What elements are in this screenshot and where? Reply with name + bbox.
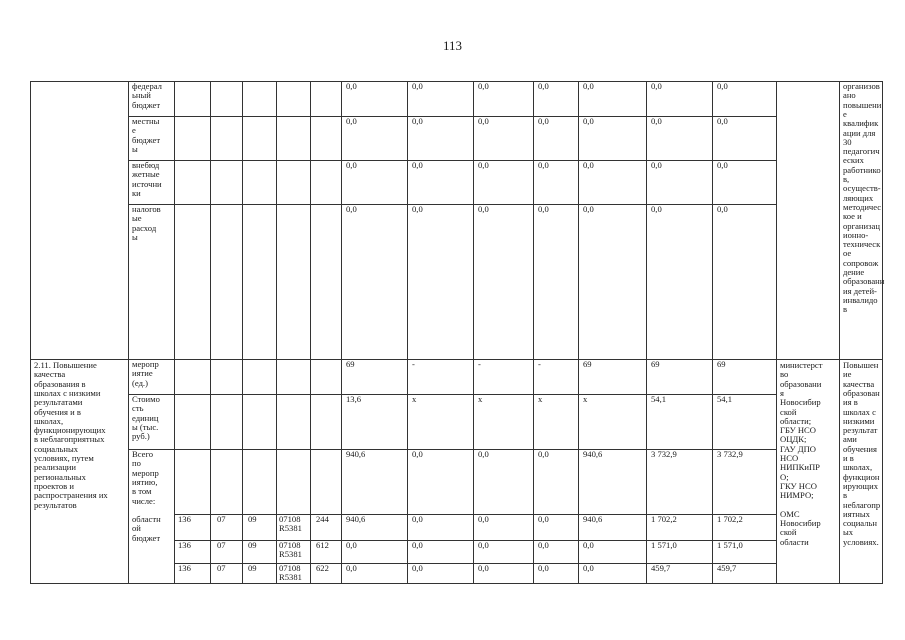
indicator-federal-line: ьный (132, 90, 151, 101)
executors-line: ской (780, 527, 797, 538)
value-cell: 0,0 (346, 563, 357, 573)
value-cell: 1 571,0 (717, 540, 743, 550)
result-bottom-line: ых (843, 527, 854, 538)
task-name-line: в неблагоприятных (34, 434, 105, 445)
value-cell: 0,0 (538, 81, 549, 91)
result-top-line: кое и (843, 211, 862, 222)
executors-line: я (780, 387, 784, 398)
table-rule (30, 583, 883, 584)
value-cell: 13,6 (346, 394, 362, 404)
value-cell: 0,0 (583, 563, 594, 573)
task-name-line: школах, (34, 415, 64, 426)
indicator-unit-cost-line: сть (132, 403, 144, 414)
value-cell: 0,0 (583, 160, 594, 170)
result-top-line: в (843, 304, 848, 315)
code-csr: 07108 (279, 514, 301, 524)
result-bottom-line: функцион (843, 471, 880, 482)
value-cell: 0,0 (478, 514, 489, 524)
value-cell: 0,0 (651, 204, 662, 214)
task-name-line: качества (34, 369, 66, 380)
task-name-line: функционирующих (34, 425, 106, 436)
table-rule (128, 394, 777, 395)
result-top-line: ое (843, 248, 852, 259)
task-name-line: школах с низкими (34, 387, 101, 398)
value-cell: 0,0 (478, 160, 489, 170)
table-rule (128, 116, 777, 117)
table-rule (310, 81, 311, 583)
result-top-line: инвалидо (843, 294, 878, 305)
task-name-line: социальных (34, 443, 79, 454)
result-bottom-line: ия в (843, 397, 858, 408)
code-csr: R5381 (279, 549, 302, 560)
value-cell: 69 (717, 359, 726, 369)
indicator-tax-line: ы (132, 231, 138, 242)
result-top-line: ации для (843, 127, 876, 138)
result-top-line: в, (843, 174, 850, 184)
task-name-line: проектов и (34, 480, 74, 491)
value-cell: 0,0 (412, 540, 423, 550)
result-bottom-line: школах с (843, 406, 876, 417)
value-cell: 0,0 (583, 116, 594, 126)
value-cell: 940,6 (583, 449, 603, 459)
table-rule (242, 81, 243, 583)
result-top-line: организац (843, 220, 880, 231)
value-cell: 0,0 (583, 204, 594, 214)
result-top-line: работнико (843, 164, 881, 175)
result-bottom-line: ирующих (843, 480, 879, 491)
value-cell: 0,0 (412, 514, 423, 524)
result-top-line: сопровож (843, 257, 879, 268)
value-cell: 1 571,0 (651, 540, 677, 550)
executors-line: ГБУ НСО (780, 425, 816, 436)
code-pr: 09 (248, 514, 257, 524)
indicator-regional-line: областн (132, 514, 161, 524)
indicator-regional-line: ой (132, 523, 141, 534)
table-rule (473, 81, 474, 583)
value-cell: 0,0 (346, 116, 357, 126)
page-number: 113 (442, 38, 463, 53)
value-cell: 0,0 (478, 204, 489, 214)
table-rule (128, 160, 777, 161)
table-rule (174, 540, 777, 541)
indicator-total-line: меропр (132, 467, 159, 478)
indicator-events-line: (ед.) (132, 377, 148, 388)
result-top-line: организов (843, 81, 880, 91)
result-bottom-line: образован (843, 387, 880, 398)
result-bottom-line: обучения (843, 443, 877, 454)
code-csr: R5381 (279, 523, 302, 534)
value-cell: 0,0 (538, 449, 549, 459)
value-cell: 940,6 (346, 449, 366, 459)
task-name-line: результатов (34, 499, 77, 510)
code-csr: 07108 (279, 540, 301, 550)
indicator-total-line: иятию, (132, 476, 158, 487)
value-cell: 0,0 (651, 116, 662, 126)
executors-line: Новосибир (780, 518, 821, 529)
indicator-extrabudget-line: жетные (132, 169, 160, 180)
value-cell: 0,0 (538, 160, 549, 170)
value-cell: 0,0 (412, 449, 423, 459)
table-rule (407, 81, 408, 583)
result-bottom-line: школах, (843, 462, 873, 473)
result-bottom-line: социальн (843, 518, 878, 529)
task-name-line: распространения их (34, 490, 108, 501)
code-rz: 07 (217, 514, 226, 524)
result-bottom-line: результат (843, 425, 878, 436)
indicator-tax-line: налогов (132, 204, 161, 214)
value-cell: 0,0 (583, 81, 594, 91)
table-rule (882, 81, 883, 583)
result-top-line: ляющих (843, 192, 874, 203)
table-rule (712, 81, 713, 583)
executors-line: О; (780, 471, 789, 482)
result-top-line: педагогич (843, 146, 880, 157)
task-name-line: обучения и в (34, 406, 81, 417)
result-bottom-line: качества (843, 378, 875, 389)
result-top-line: квалифик (843, 118, 879, 129)
value-cell: 0,0 (346, 204, 357, 214)
value-cell: х (412, 394, 417, 404)
result-top-line: методичес (843, 201, 882, 212)
executors-line: во (780, 369, 789, 380)
value-cell: 0,0 (538, 116, 549, 126)
result-top-line: образовани (843, 276, 885, 287)
indicator-extrabudget-line: ки (132, 187, 141, 198)
value-cell: 0,0 (478, 116, 489, 126)
result-top-line: 30 (843, 136, 852, 147)
result-top-line: ионно- (843, 229, 869, 240)
result-bottom-line: Повышен (843, 360, 879, 370)
code-rz: 07 (217, 563, 226, 573)
indicator-unit-cost-line: единиц (132, 412, 159, 423)
executors-line: ГАУ ДПО (780, 443, 816, 454)
table-rule (128, 449, 777, 450)
value-cell: 0,0 (412, 160, 423, 170)
executors-line: ОМС (780, 508, 800, 519)
indicator-events-line: иятие (132, 368, 153, 379)
value-cell: 459,7 (717, 563, 737, 573)
value-cell: 0,0 (412, 116, 423, 126)
value-cell: 0,0 (478, 81, 489, 91)
value-cell: 0,0 (538, 514, 549, 524)
indicator-local-line: ы (132, 143, 138, 154)
executors-line: области (780, 536, 809, 547)
task-name-line: реализации (34, 462, 76, 473)
code-pr: 09 (248, 563, 257, 573)
result-bottom-line: в (843, 490, 848, 501)
value-cell: 0,0 (538, 563, 549, 573)
value-cell: 0,0 (478, 540, 489, 550)
value-cell: 0,0 (651, 160, 662, 170)
value-cell: 0,0 (583, 540, 594, 550)
executors-line: области; (780, 415, 812, 426)
indicator-unit-cost-line: руб.) (132, 431, 150, 442)
task-name-line: результатами (34, 397, 83, 408)
value-cell: 0,0 (478, 563, 489, 573)
indicator-unit-cost-line: Стоимо (132, 394, 160, 404)
executors-line: ОЦДК; (780, 434, 807, 445)
value-cell: 0,0 (346, 81, 357, 91)
executors-line: ГКУ НСО (780, 480, 817, 491)
executors-line: ской (780, 406, 797, 417)
value-cell: 0,0 (412, 563, 423, 573)
value-cell: 3 732,9 (651, 449, 677, 459)
result-top-line: е (843, 108, 847, 119)
executors-line: НИМРО; (780, 490, 814, 501)
value-cell: 0,0 (717, 204, 728, 214)
indicator-tax-line: ые (132, 213, 142, 224)
code-grbs: 136 (178, 563, 191, 573)
result-top-line: еских (843, 155, 864, 166)
table-rule (128, 204, 777, 205)
result-bottom-line: ие (843, 369, 852, 380)
code-pr: 09 (248, 540, 257, 550)
value-cell: 0,0 (478, 449, 489, 459)
value-cell: 0,0 (717, 81, 728, 91)
indicator-extrabudget-line: внебюд (132, 160, 160, 170)
value-cell: 940,6 (346, 514, 366, 524)
result-bottom-line: неблагопр (843, 499, 881, 510)
value-cell: 0,0 (717, 116, 728, 126)
result-bottom-line: низкими (843, 415, 875, 426)
code-vr: 612 (316, 540, 329, 550)
indicator-federal-line: бюджет (132, 99, 161, 110)
value-cell: 3 732,9 (717, 449, 743, 459)
table-rule (776, 81, 777, 583)
result-top-line: ано (843, 90, 856, 101)
table-rule (839, 81, 840, 583)
task-name-line: образования в (34, 378, 86, 389)
indicator-extrabudget-line: источни (132, 178, 162, 189)
value-cell: - (412, 359, 415, 369)
value-cell: 0,0 (346, 160, 357, 170)
result-top-line: повышени (843, 99, 882, 110)
indicator-total-line: в том (132, 486, 152, 497)
code-csr: R5381 (279, 572, 302, 583)
value-cell: 1 702,2 (651, 514, 677, 524)
code-csr: 07108 (279, 563, 301, 573)
indicator-total-line: по (132, 458, 141, 469)
value-cell: - (538, 359, 541, 369)
indicator-federal-line: федерал (132, 81, 162, 91)
table-rule (646, 81, 647, 583)
value-cell: - (478, 359, 481, 369)
table-rule (128, 81, 129, 583)
result-bottom-line: иятных (843, 508, 870, 519)
value-cell: 0,0 (651, 81, 662, 91)
indicator-local-line: местны (132, 116, 160, 126)
executors-line: НИПКиПР (780, 462, 820, 473)
code-grbs: 136 (178, 540, 191, 550)
executors-line: образовани (780, 378, 822, 389)
value-cell: 459,7 (651, 563, 671, 573)
value-cell: 1 702,2 (717, 514, 743, 524)
table-rule (174, 81, 175, 583)
executors-line: Новосибир (780, 397, 821, 408)
executors-line: министерст (780, 360, 823, 370)
value-cell: 0,0 (412, 81, 423, 91)
value-cell: 0,0 (412, 204, 423, 214)
indicator-local-line: е (132, 125, 136, 136)
indicator-tax-line: расход (132, 222, 157, 233)
value-cell: 940,6 (583, 514, 603, 524)
code-vr: 244 (316, 514, 329, 524)
value-cell: 0,0 (346, 540, 357, 550)
result-top-line: техническ (843, 239, 881, 250)
value-cell: 0,0 (538, 204, 549, 214)
indicator-unit-cost-line: ы (тыс. (132, 421, 159, 432)
indicator-local-line: бюджет (132, 134, 161, 145)
value-cell: 69 (651, 359, 660, 369)
table-rule (341, 81, 342, 583)
value-cell: 54,1 (717, 394, 733, 404)
result-top-line: ия детей- (843, 285, 877, 296)
table-rule (174, 563, 777, 564)
code-grbs: 136 (178, 514, 191, 524)
result-bottom-line: условиях. (843, 536, 879, 547)
value-cell: 54,1 (651, 394, 667, 404)
indicator-events-line: меропр (132, 359, 159, 369)
code-vr: 622 (316, 563, 329, 573)
value-cell: х (583, 394, 588, 404)
result-top-line: осуществ- (843, 183, 881, 194)
table-rule (276, 81, 277, 583)
result-bottom-line: ами (843, 434, 857, 445)
value-cell: 0,0 (538, 540, 549, 550)
value-cell: 69 (346, 359, 355, 369)
table-rule (210, 81, 211, 583)
table-rule (533, 81, 534, 583)
task-name-line: региональных (34, 471, 86, 482)
table-rule (174, 514, 777, 515)
table-rule (578, 81, 579, 583)
indicator-total-line: числе: (132, 495, 156, 506)
indicator-regional-line: бюджет (132, 532, 161, 543)
code-rz: 07 (217, 540, 226, 550)
value-cell: х (538, 394, 543, 404)
result-top-line: дение (843, 267, 865, 277)
indicator-total-line: Всего (132, 449, 154, 459)
value-cell: 0,0 (717, 160, 728, 170)
value-cell: х (478, 394, 483, 404)
executors-line: НСО (780, 453, 799, 463)
value-cell: 69 (583, 359, 592, 369)
result-bottom-line: и в (843, 453, 854, 463)
task-name-line: 2.11. Повышение (34, 360, 97, 370)
table-rule (30, 81, 31, 583)
task-name-line: условиях, путем (34, 453, 94, 463)
